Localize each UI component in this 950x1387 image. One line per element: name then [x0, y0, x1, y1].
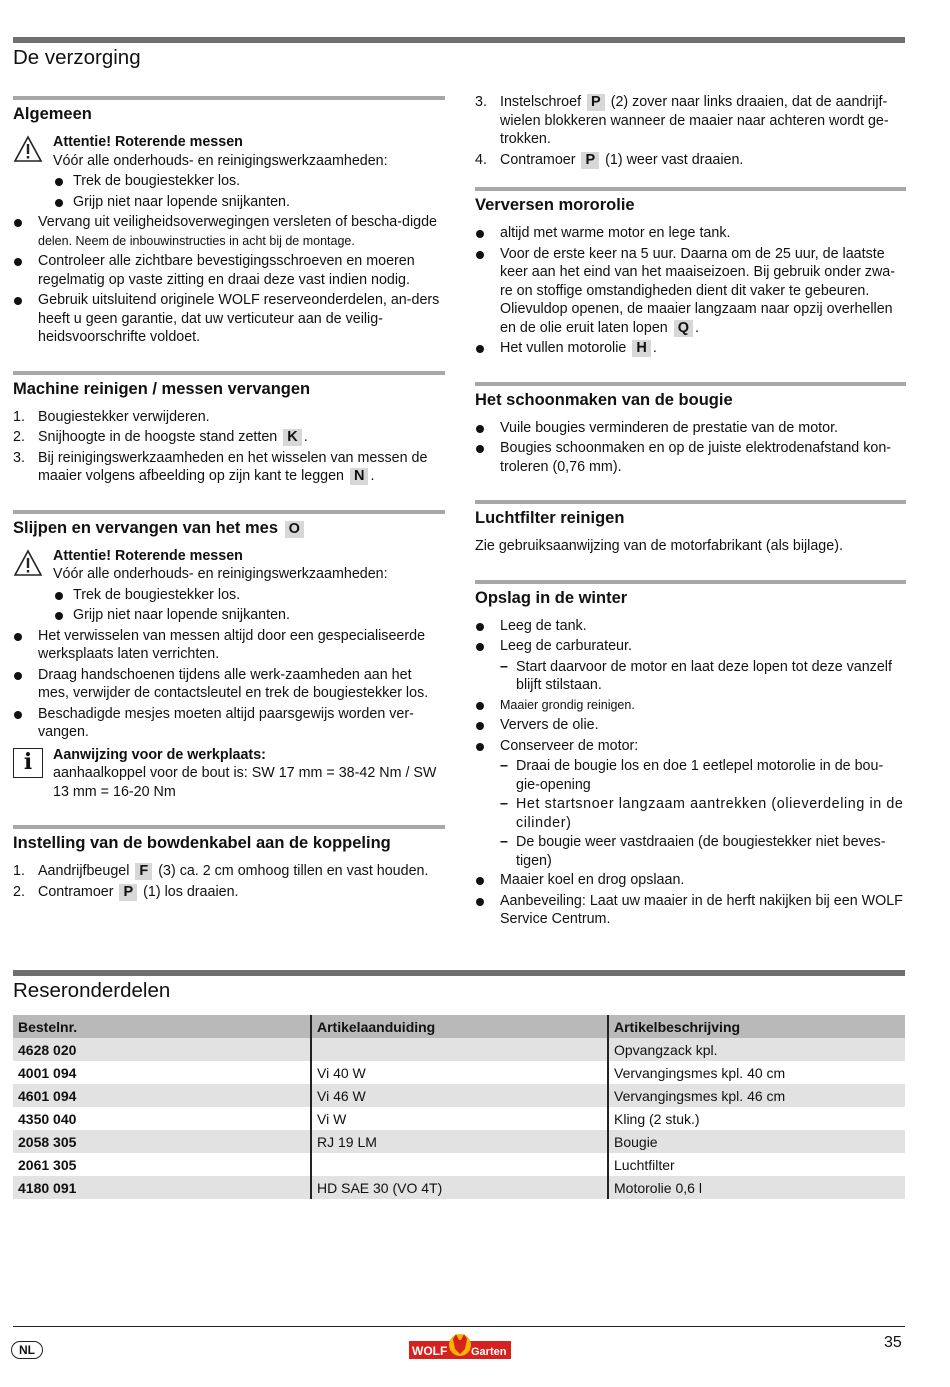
wolf-garten-logo [409, 1333, 511, 1361]
bullet-icon [14, 258, 22, 266]
article-description: Opvangzack kpl. [608, 1038, 905, 1061]
right-column [475, 93, 906, 953]
article-designation: RJ 19 LM [311, 1130, 608, 1153]
table-header-row [13, 1015, 905, 1038]
spare-parts-table [13, 1015, 905, 1199]
info-block [13, 746, 445, 802]
title-rule [13, 37, 905, 43]
footer-rule [13, 1326, 905, 1327]
info-text: aanhaalkoppel voor de bout is: SW 17 mm = 38-42 Nm / SW 13 mm = 16-20 Nm [53, 765, 437, 800]
bullet-icon [55, 612, 63, 620]
bullet-icon [14, 219, 22, 227]
section-winter [475, 580, 906, 929]
figure-badge: K [283, 429, 301, 446]
list-item: Vuile bougies verminderen de prestatie van de motor. [475, 419, 906, 438]
list-item: Ververs de olie. [475, 716, 906, 735]
list-item: Aanbeveiling: Laat uw maaier in de herft nakijken bij een WOLF Service Centrum. [475, 892, 906, 929]
order-number: 2058 305 [13, 1130, 311, 1153]
list-item: altijd met warme motor en lege tank. [475, 224, 906, 243]
column-header: Artikelbeschrijving [608, 1015, 905, 1038]
svg-text:Garten: Garten [471, 1346, 507, 1358]
numbered-item: 1. Aandrijfbeugel F (3) ca. 2 cm omhoog tillen en vast houden. [13, 863, 429, 879]
list-item: Voor de erste keer na 5 uur. Daarna om de 25 uur, de laatste keer aan het eind van het maaiseizoen. Bij gebruik onder zwa-re on stoffige omstandigheden dient dit vaker te gebeuren. Olievuldop openen, de maaier langzaam naar opzij overhellen en de olie eruit laten lopen Q . [475, 245, 906, 338]
list-item: Leeg de tank. [475, 617, 906, 636]
article-designation [311, 1153, 608, 1176]
article-designation: Vi W [311, 1107, 608, 1130]
section-slijpen [13, 510, 445, 802]
article-designation: HD SAE 30 (VO 4T) [311, 1176, 608, 1199]
order-number: 4601 094 [13, 1084, 311, 1107]
bullet-icon [476, 230, 484, 238]
table-row [13, 1130, 905, 1153]
paragraph: Zie gebruiksaanwijzing van de motorfabrikant (als bijlage). [475, 538, 843, 554]
numbered-item: 3. Bij reinigingswerkzaamheden en het wisselen van messen de maaier volgens afbeelding op zijn kant te leggen N . [13, 449, 428, 484]
figure-badge: Q [674, 320, 693, 337]
figure-badge: H [632, 340, 650, 357]
numbered-item: 4. Contramoer P (1) weer vast draaien. [475, 151, 744, 168]
table-row [13, 1061, 905, 1084]
bullet-icon [476, 623, 484, 631]
section-title: Verversen mororolie [475, 187, 906, 216]
info-title: Aanwijzing voor de werkplaats: [53, 746, 266, 763]
bullet-icon [14, 633, 22, 641]
warning-block [13, 547, 445, 625]
list-item: Conserveer de motor: [475, 737, 906, 756]
article-description: Vervangingsmes kpl. 40 cm [608, 1061, 905, 1084]
section-title: Het schoonmaken van de bougie [475, 382, 906, 411]
section-bougie [475, 382, 906, 477]
dash-item: – Het startsnoer langzaam aantrekken (olieverdeling in de cilinder) [500, 796, 904, 831]
article-description: Kling (2 stuk.) [608, 1107, 905, 1130]
warning-text: Vóór alle onderhouds- en reinigingswerkzaamheden: [53, 566, 388, 582]
figure-badge: P [581, 152, 599, 169]
bullet-icon [476, 898, 484, 906]
bullet-icon [476, 722, 484, 730]
article-description: Bougie [608, 1130, 905, 1153]
table-row [13, 1176, 905, 1199]
bullet-icon [476, 643, 484, 651]
table-row [13, 1107, 905, 1130]
warning-item: Trek de bougiestekker los. [53, 172, 445, 191]
table-row [13, 1153, 905, 1176]
numbered-item: 2. Snijhoogte in de hoogste stand zetten K . [13, 429, 308, 445]
numbered-item: 3. Instelschroef P (2) zover naar links draaien, dat de aandrijf-wielen blokkeren wanneer de maaier naar achteren wordt ge-trokken. [475, 94, 889, 147]
left-column [13, 93, 445, 925]
spare-parts-title: Reseronderdelen [13, 979, 171, 1002]
order-number: 2061 305 [13, 1153, 311, 1176]
order-number: 4628 020 [13, 1038, 311, 1061]
list-item: Bougies schoonmaken en op de juiste elektrodenafstand kon-troleren (0,76 mm). [475, 439, 906, 476]
column-header: Bestelnr. [13, 1015, 311, 1038]
list-item: Maaier grondig reinigen. [475, 696, 906, 715]
warning-block [13, 133, 445, 211]
figure-badge: P [119, 884, 137, 901]
bullet-icon [476, 877, 484, 885]
bullet-icon [476, 702, 484, 710]
list-item: Beschadigde mesjes moeten altijd paarsgewijs worden ver-vangen. [13, 705, 445, 742]
list-item: Het verwisselen van messen altijd door een gespecialiseerde werksplaats laten verrichten. [13, 627, 445, 664]
table-row [13, 1038, 905, 1061]
article-description: Motorolie 0,6 l [608, 1176, 905, 1199]
list-item: Maaier koel en drog opslaan. [475, 871, 906, 890]
list-item: Het vullen motorolie H . [475, 339, 906, 358]
warning-title: Attentie! Roterende messen [53, 134, 243, 150]
warning-title: Attentie! Roterende messen [53, 547, 243, 564]
article-description: Vervangingsmes kpl. 46 cm [608, 1084, 905, 1107]
language-badge: NL [11, 1341, 43, 1359]
list-item: Draag handschoenen tijdens alle werk-zaamheden aan het mes, verwijder de contactsleutel en trek de bougiestekker los. [13, 666, 445, 703]
section-olie [475, 187, 906, 358]
dash-item: – Start daarvoor de motor en laat deze lopen tot deze vanzelf blijft stilstaan. [500, 658, 892, 693]
article-designation: Vi 46 W [311, 1084, 608, 1107]
table-row [13, 1084, 905, 1107]
warning-triangle-icon [13, 135, 43, 163]
svg-text:WOLF: WOLF [412, 1344, 448, 1358]
numbered-item: 2. Contramoer P (1) los draaien. [13, 883, 239, 900]
section-title: Machine reinigen / messen vervangen [13, 371, 445, 400]
dash-item: – Draai de bougie los en doe 1 eetlepel motorolie in de bou-gie-opening [500, 758, 884, 793]
figure-badge: F [135, 863, 152, 880]
section-title: Luchtfilter reinigen [475, 500, 906, 529]
list-item: Controleer alle zichtbare bevestigingsschroeven en moeren regelmatig op vaste zitting en draai deze vast indien nodig. [13, 252, 445, 289]
dash-item: – De bougie weer vastdraaien (de bougiestekker niet beves-tigen) [500, 834, 886, 869]
spare-parts-rule [13, 970, 905, 976]
bullet-icon [14, 711, 22, 719]
bullet-icon [14, 297, 22, 305]
article-designation [311, 1038, 608, 1061]
bullet-icon [476, 251, 484, 259]
bullet-icon [14, 672, 22, 680]
section-reinigen [13, 371, 445, 486]
section-title: Opslag in de winter [475, 580, 906, 609]
order-number: 4001 094 [13, 1061, 311, 1084]
info-icon: i [13, 748, 43, 778]
bullet-icon [55, 592, 63, 600]
page-title: De verzorging [13, 46, 141, 69]
list-item: Vervang uit veiligheidsoverwegingen versleten of bescha-digde delen. Neem de inbouwinstructies in acht bij de montage. [13, 213, 445, 250]
column-header: Artikelaanduiding [311, 1015, 608, 1038]
numbered-item: 1. Bougiestekker verwijderen. [13, 408, 210, 425]
section-title: Slijpen en vervangen van het mes O [13, 510, 445, 539]
warning-text: Vóór alle onderhouds- en reinigingswerkzaamheden: [53, 152, 388, 169]
bullet-icon [476, 445, 484, 453]
article-description: Luchtfilter [608, 1153, 905, 1176]
figure-badge: O [285, 521, 304, 538]
order-number: 4350 040 [13, 1107, 311, 1130]
warning-item: Grijp niet naar lopende snijkanten. [53, 606, 445, 625]
warning-item: Trek de bougiestekker los. [53, 586, 445, 605]
section-bowden-continued [475, 93, 906, 169]
list-item: Gebruik uitsluitend originele WOLF reserveonderdelen, an-ders heeft u geen garantie, dat uw verticuteur aan de veilig-heidsvoorschrifte voldoet. [13, 291, 445, 347]
figure-badge: N [350, 468, 368, 485]
warning-item: Grijp niet naar lopende snijkanten. [53, 193, 445, 212]
bullet-icon [476, 425, 484, 433]
bullet-icon [55, 178, 63, 186]
list-item: Leeg de carburateur. [475, 637, 906, 656]
section-title: Algemeen [13, 96, 445, 125]
section-title: Instelling van de bowdenkabel aan de koppeling [13, 825, 445, 854]
article-designation: Vi 40 W [311, 1061, 608, 1084]
warning-triangle-icon [13, 549, 43, 577]
bullet-icon [55, 199, 63, 207]
order-number: 4180 091 [13, 1176, 311, 1199]
bullet-icon [476, 743, 484, 751]
bullet-icon [476, 345, 484, 353]
section-algemeen [13, 96, 445, 347]
section-bowden [13, 825, 445, 901]
figure-badge: P [587, 94, 605, 111]
page-number: 35 [884, 1334, 902, 1351]
section-luchtfilter [475, 500, 906, 556]
